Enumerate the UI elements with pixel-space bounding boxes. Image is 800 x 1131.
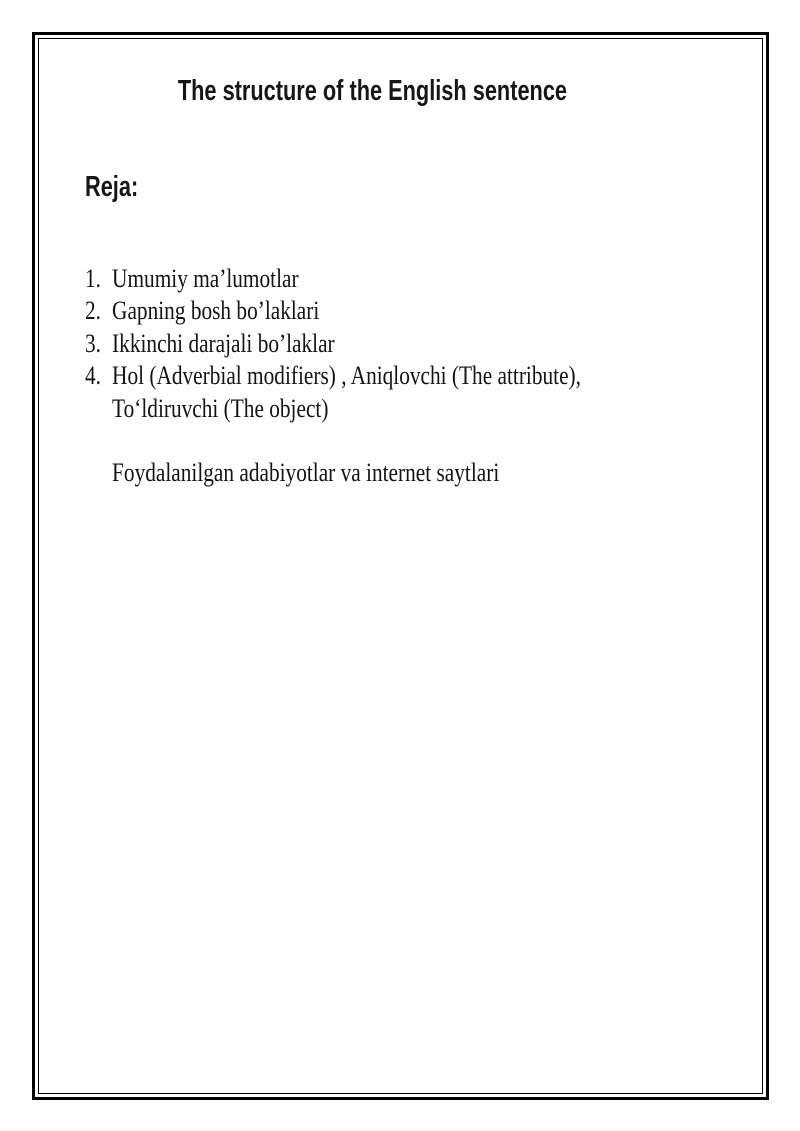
list-item (85, 263, 708, 295)
page-border-frame (32, 32, 769, 1100)
list-item-number: 4. (85, 361, 101, 391)
outline-list (85, 263, 708, 490)
list-item-continuation (85, 393, 708, 425)
list-item (85, 360, 708, 392)
list-item-number: 2. (85, 296, 101, 326)
references-line: Foydalanilgan adabiyotlar va internet saytlari (112, 458, 500, 488)
section-heading-reja: Reja: (85, 171, 139, 203)
list-item-number: 3. (85, 328, 101, 358)
page-title (32, 76, 768, 106)
list-item (85, 328, 708, 360)
list-item-text: Umumiy ma’lumotlar (112, 264, 299, 293)
list-item (85, 295, 708, 327)
page-title-text: The structure of the English sentence (177, 75, 567, 107)
list-item-number: 1. (85, 264, 101, 293)
list-item-text: Hol (Adverbial modifiers) , Aniqlovchi (The attribute), (112, 361, 581, 391)
list-item-text: Gapning bosh bo’laklari (112, 296, 320, 326)
list-item-text: Ikkinchi darajali bo’laklar (112, 328, 335, 358)
list-item-number (85, 393, 112, 425)
list-item-text: To‘ldiruvchi (The object) (112, 393, 329, 423)
